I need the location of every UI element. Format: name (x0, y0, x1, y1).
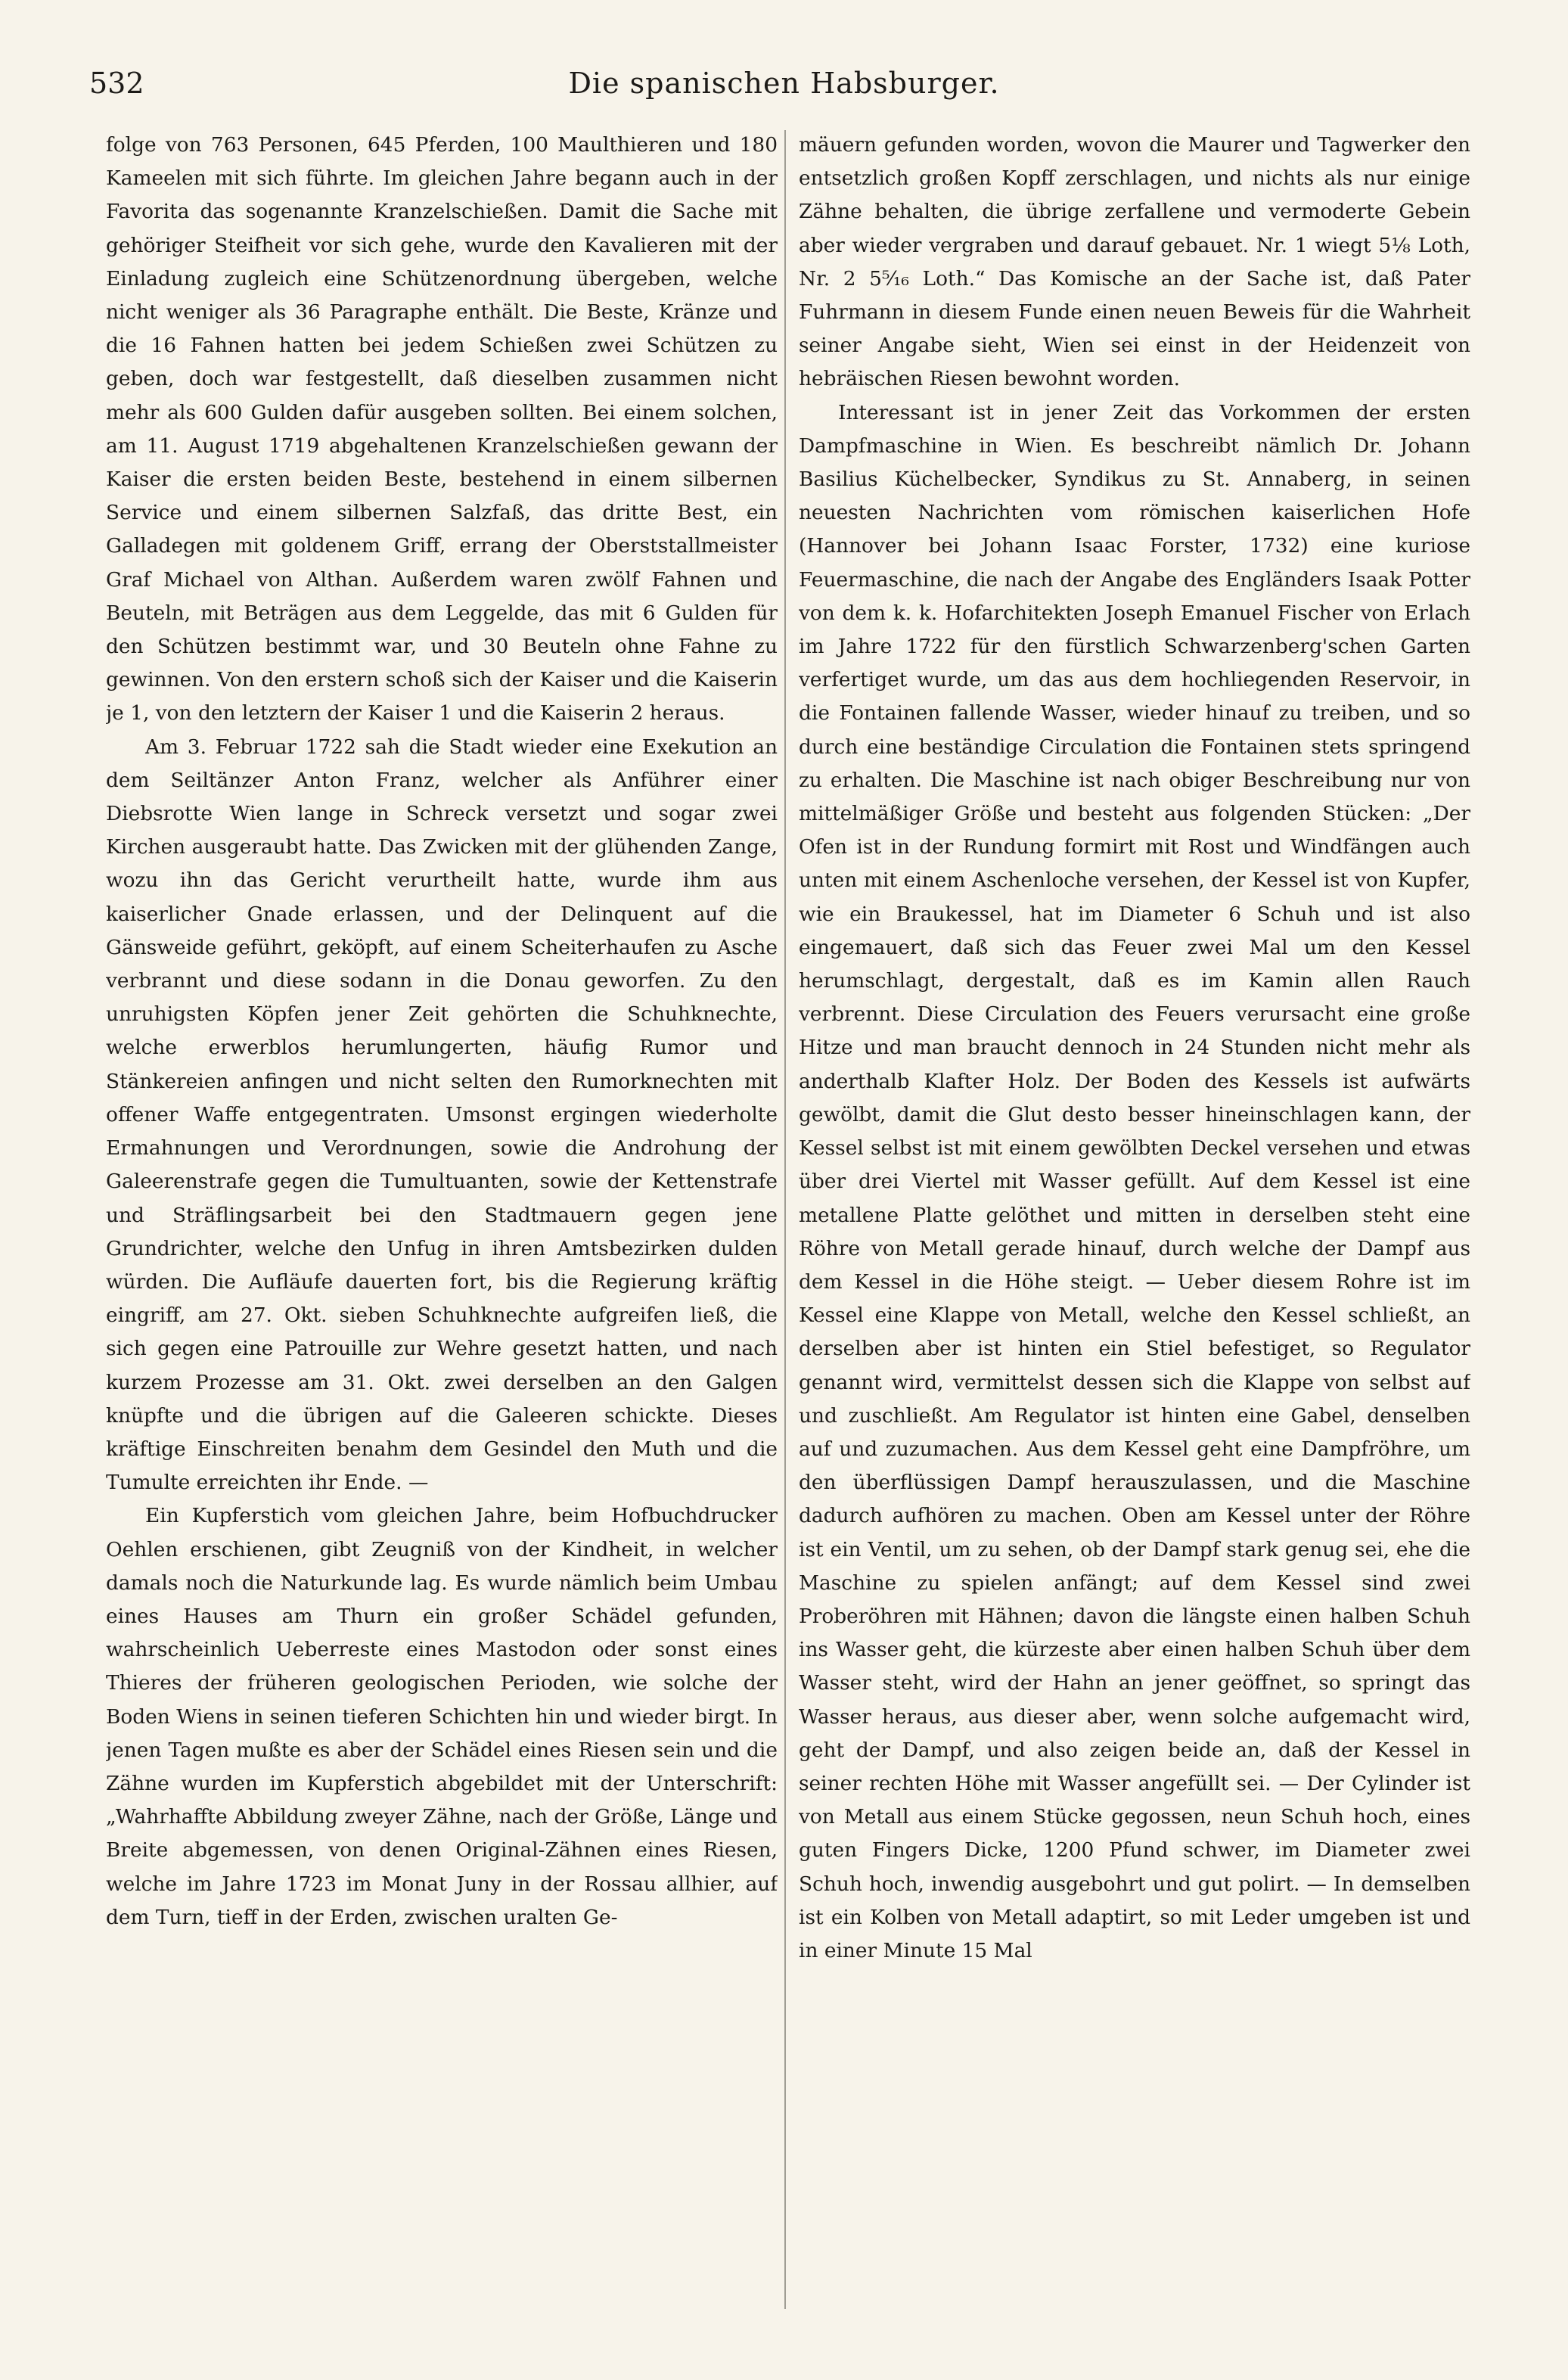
paragraph: Interessant ist in jener Zeit das Vorkommen der ersten Dampfmaschine in Wien. Es beschreibt nämlich Dr. Johann Basilius Küchelbecker, Syndikus zu St. Annaberg, in seinen neuesten Nachrichten vom römischen kaiserlichen Hofe (Hannover bei Johann Isaac Forster, 1732) eine kuriose Feuermaschine, die nach der Angabe des Engländers Isaak Potter von dem k. k. Hofarchitekten Joseph Emanuel Fischer von Erlach im Jahre 1722 für den fürstlich Schwarzenberg'schen Garten verfertiget wurde, um das aus dem hochliegenden Reservoir, in die Fontainen fallende Wasser, wieder hinauf zu treiben, und so durch eine beständige Circulation die Fontainen stets springend zu erhalten. Die Maschine ist nach obiger Beschreibung nur von mittelmäßiger Größe und besteht aus folgenden Stücken: „Der Ofen ist in der Rundung formirt mit Rost und Windfängen auch unten mit einem Aschenloche versehen, der Kessel ist von Kupfer, wie ein Braukessel, hat im Diameter 6 Schuh und ist also eingemauert, daß sich das Feuer zwei Mal um den Kessel herumschlagt, dergestalt, daß es im Kamin allen Rauch verbrennt. Diese Circulation des Feuers verursacht eine große Hitze und man braucht dennoch in 24 Stunden nicht mehr als anderthalb Klafter Holz. Der Boden des Kessels ist aufwärts gewölbt, damit die Glut desto besser hineinschlagen kann, der Kessel selbst ist mit einem gewölbten Deckel versehen und etwas über drei Viertel mit Wasser gefüllt. Auf dem Kessel ist eine metallene Platte gelöthet und mitten in derselben steht eine Röhre von Metall gerade hinauf, durch welche der Dampf aus dem Kessel in die Höhe steigt. — Ueber diesem Rohre ist im Kessel eine Klappe von Metall, welche den Kessel schließt, an derselben aber ist hinten ein Stiel befestiget, so Regulator genannt wird, vermittelst dessen sich die Klappe von selbst auf und zuschließt. Am Regulator ist hinten eine Gabel, denselben auf und zuzumachen. Aus dem Kessel geht eine Dampfröhre, um den überflüssigen Dampf herauszulassen, und die Maschine dadurch aufhören zu machen. Oben am Kessel unter der Röhre ist ein Ventil, um zu sehen, ob der Dampf stark genug sei, ehe die Maschine zu spielen anfängt; auf dem Kessel sind zwei Proberöhren mit Hähnen; davon die längste einen halben Schuh ins Wasser geht, die kürzeste aber einen halben Schuh über dem Wasser steht, wird der Hahn an jener geöffnet, so springt das Wasser heraus, aus dieser aber, wenn solche aufgemacht wird, geht der Dampf, und also zeigen beide an, daß der Kessel in seiner rechten Höhe mit Wasser angefüllt sei. — Der Cylinder ist von Metall aus einem Stücke gegossen, neun Schuh hoch, eines guten Fingers Dicke, 1200 Pfund schwer, im Diameter zwei Schuh hoch, inwendig ausgebohrt und gut polirt. — In demselben ist ein Kolben von Metall adaptirt, so mit Leder umgeben ist und in einer Minute 15 Mal (799, 400, 1470, 1962)
running-title: Die spanischen Habsburger. (568, 67, 1000, 100)
paragraph: Ein Kupferstich vom gleichen Jahre, beim Hofbuchdrucker Oehlen erschienen, gibt Zeugniß von der Kindheit, in welcher damals noch die Naturkunde lag. Es wurde nämlich beim Umbau eines Hauses am Thurn ein großer Schädel gefunden, wahrscheinlich Ueberreste eines Mastodon oder sonst eines Thieres der früheren geologischen Perioden, wie solche der Boden Wiens in seinen tieferen Schichten hin und wieder birgt. In jenen Tagen mußte es aber der Schädel eines Riesen sein und die Zähne wurden im Kupferstich abgebildet mit der Unterschrift: „Wahrhaffte Abbildung zweyer Zähne, nach der Größe, Länge und Breite abgemessen, von denen Original-Zähnen eines Riesen, welche im Jahre 1723 im Monat Juny in der Rossau allhier, auf dem Turn, tieff in der Erden, zwischen uralten Ge- (106, 1504, 778, 1929)
page-number: 532 (89, 67, 144, 100)
page-header (89, 59, 1479, 107)
paragraph: folge von 763 Personen, 645 Pferden, 100 Maulthieren und 180 Kameelen mit sich führte. Im gleichen Jahre begann auch in der Favorita das sogenannte Kranzelschießen. Damit die Sache mit gehöriger Steifheit vor sich gehe, wurde den Kavalieren mit der Einladung zugleich eine Schützenordnung übergeben, welche nicht weniger als 36 Paragraphe enthält. Die Beste, Kränze und die 16 Fahnen hatten bei jedem Schießen zwei Schützen zu geben, doch war festgestellt, daß dieselben zusammen nicht mehr als 600 Gulden dafür ausgeben sollten. Bei einem solchen, am 11. August 1719 abgehaltenen Kranzelschießen gewann der Kaiser die ersten beiden Beste, bestehend in einem silbernen Service und einem silbernen Salzfaß, das dritte Best, ein Galladegen mit goldenem Griff, errang der Oberststallmeister Graf Michael von Althan. Außerdem waren zwölf Fahnen und Beuteln, mit Beträgen aus dem Leggelde, das mit 6 Gulden für den Schützen bestimmt war, und 30 Beuteln ohne Fahne zu gewinnen. Von den erstern schoß sich der Kaiser und die Kaiserin je 1, von den letztern der Kaiser 1 und die Kaiserin 2 heraus. (106, 133, 778, 725)
right-column (799, 129, 1470, 2315)
paragraph: mäuern gefunden worden, wovon die Maurer und Tagwerker den entsetzlich großen Kopff zerschlagen, und nichts als nur einige Zähne behalten, die übrige zerfallene und vermoderte Gebein aber wieder vergraben und darauf gebauet. Nr. 1 wiegt 5⅛ Loth, Nr. 2 5⁵⁄₁₆ Loth.“ Das Komische an der Sache ist, daß Pater Fuhrmann in diesem Funde einen neuen Beweis für die Wahrheit seiner Angabe sieht, Wien sei einst in der Heidenzeit von hebräischen Riesen bewohnt worden. (799, 133, 1470, 391)
column-divider (784, 130, 786, 2309)
paragraph: Am 3. Februar 1722 sah die Stadt wieder eine Exekution an dem Seiltänzer Anton Franz, welcher als Anführer einer Diebsrotte Wien lange in Schreck versetzt und sogar zwei Kirchen ausgeraubt hatte. Das Zwicken mit der glühenden Zange, wozu ihn das Gericht verurtheilt hatte, wurde ihm aus kaiserlicher Gnade erlassen, und der Delinquent auf die Gänsweide geführt, geköpft, auf einem Scheiterhaufen zu Asche verbrannt und diese sodann in die Donau geworfen. Zu den unruhigsten Köpfen jener Zeit gehörten die Schuhknechte, welche erwerblos herumlungerten, häufig Rumor und Stänkereien anfingen und nicht selten den Rumorknechten mit offener Waffe entgegentraten. Umsonst ergingen wiederholte Ermahnungen und Verordnungen, sowie die Androhung der Galeerenstrafe gegen die Tumultuanten, sowie der Kettenstrafe und Sträflingsarbeit bei den Stadtmauern gegen jene Grundrichter, welche den Unfug in ihren Amtsbezirken dulden würden. Die Aufläufe dauerten fort, bis die Regierung kräftig eingriff, am 27. Okt. sieben Schuhknechte aufgreifen ließ, die sich gegen eine Patrouille zur Wehre gesetzt hatten, und nach kurzem Prozesse am 31. Okt. zwei derselben an den Galgen knüpfte und die übrigen auf die Galeeren schickte. Dieses kräftige Einschreiten benahm dem Gesindel den Muth und die Tumulte erreichten ihr Ende. — (106, 735, 778, 1495)
left-column (106, 129, 778, 2315)
